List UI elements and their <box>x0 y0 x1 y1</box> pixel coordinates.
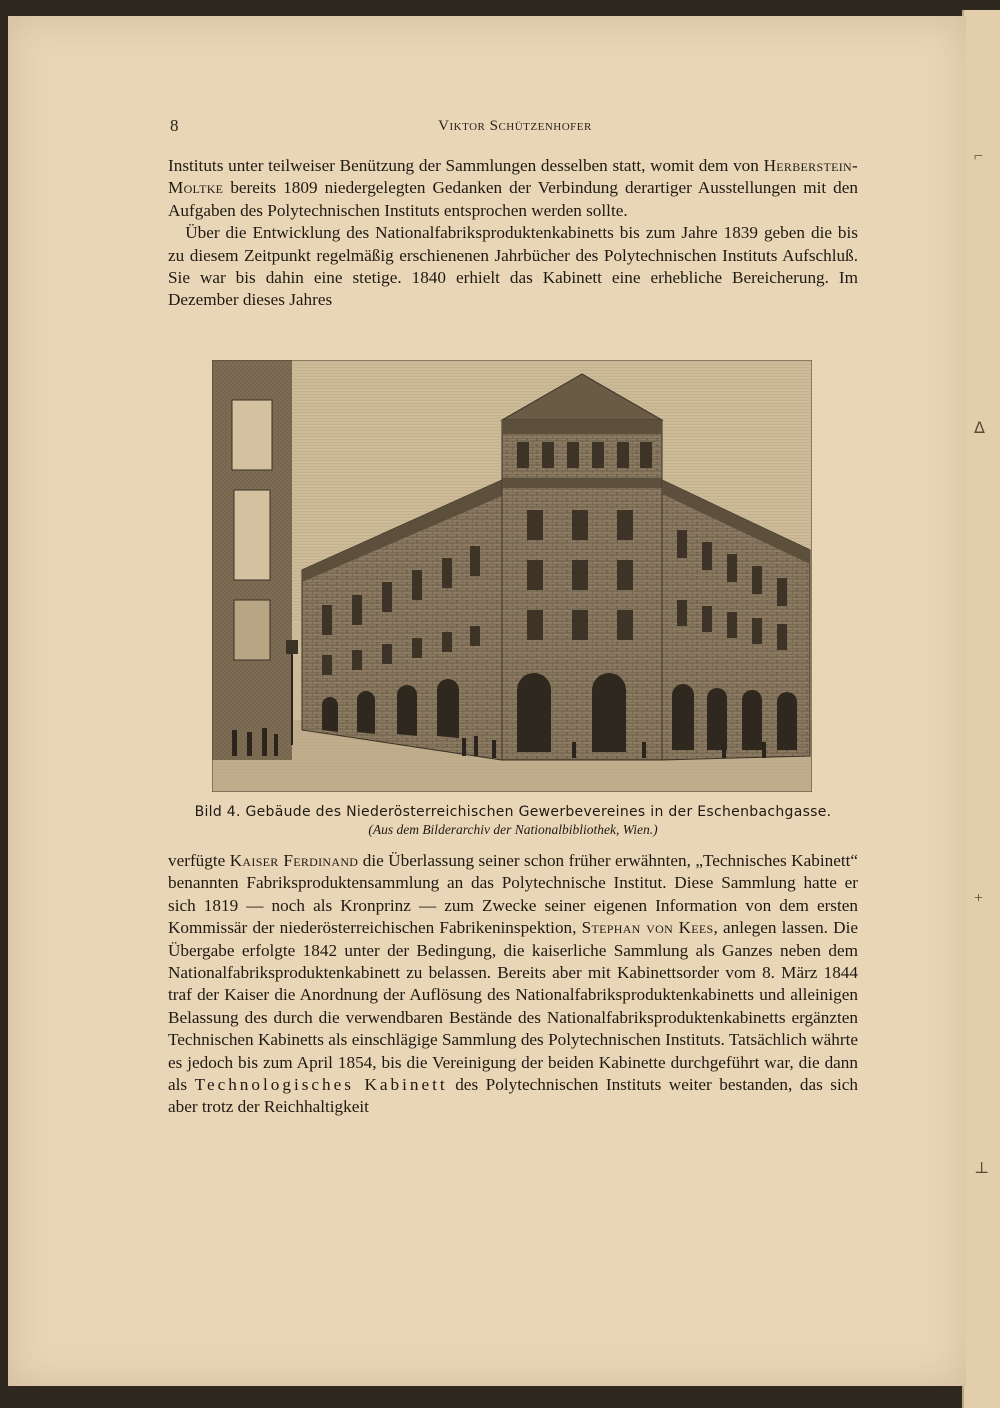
text-run: Über die Entwicklung des Nationalfabriksproduktenkabinetts bis zum Jahre 1839 geben die bis zu diesem Zeitpunkt regelmäßig erschienenen Jahrbücher des Polytechnischen Instituts Aufschluß. Sie war bis dahin eine stetige. 1840 erhielt das Kabinett eine erhebliche Bereicherung. Im Dezember dieses Jahres <box>168 223 858 310</box>
page-header <box>170 116 860 140</box>
paragraph <box>168 155 858 222</box>
text-run: die Überlassung seiner schon früher erwähnten, „Technisches Kabinett“ benannten Fabriksproduktensammlung an das Polytechnische Institut. Diese Sammlung hatte er sich 1819 — noch als Kronprinz — zum Zwecke seiner eigenen Information von dem ersten Kommissär der niederösterreichischen Fabrikeninspektion, <box>168 851 858 938</box>
edge-mark: + <box>974 890 984 907</box>
paragraph <box>168 850 858 1119</box>
engraving-building-image <box>212 360 812 792</box>
text-run: , anlegen lassen. Die Übergabe erfolgte 1842 unter der Bedingung, die kaiserliche Sammlung als Ganzes neben dem Nationalfabriksproduktenkabinett zu belassen. Bereits aber mit Kabinettsorder vom 8. März 1844 traf der Kaiser die Anordnung der Auflösung des Nationalfabriksproduktenkabinetts und alleinigen Belassung des durch die verwendbaren Bestände des Nationalfabriksproduktenkabinetts ergänzten Technischen Kabinetts als einschlägige Sammlung des Polytechnischen Instituts. Tatsächlich währte es jedoch bis zum April 1854, bis die Vereinigung der beiden Kabinette durchgeführt war, die dann als <box>168 918 859 1095</box>
name-small-caps: Stephan von Kees <box>581 918 714 938</box>
figure-caption <box>168 804 858 838</box>
text-run: bereits 1809 niedergelegten Gedanken der Verbindung derartiger Ausstellungen mit den Aufgaben des Polytechnischen Instituts entsprochen werden sollte. <box>168 178 858 220</box>
building-illustration <box>212 360 812 792</box>
text-run: verfügte <box>168 851 230 870</box>
adjacent-page-edge <box>962 10 1000 1408</box>
paragraph <box>168 222 858 312</box>
text-run: Instituts unter teilweiser Benützung der Sammlungen desselben statt, womit dem von <box>168 156 764 175</box>
edge-mark: ⊥ <box>974 1160 990 1177</box>
text-run: des Polytechnischen Instituts weiter bestanden, das sich aber trotz der Reichhaltigkeit <box>168 1075 858 1117</box>
edge-mark: ᐃ <box>974 420 985 437</box>
name-small-caps: Herberstein-Moltke <box>168 156 858 198</box>
edge-mark: ⌐ <box>974 148 984 165</box>
caption-title: Bild 4. Gebäude des Niederösterreichischen Gewerbevereines in der Eschenbachgasse. <box>194 804 832 820</box>
body-text-bottom <box>168 850 858 1119</box>
caption-source: (Aus dem Bilderarchiv der Nationalbibliothek, Wien.) <box>368 822 658 837</box>
body-text-top <box>168 155 858 312</box>
name-small-caps: Kaiser Ferdinand <box>229 851 359 870</box>
running-head: Viktor Schützenhofer <box>438 118 592 134</box>
spaced-term: Technologisches Kabinett <box>194 1075 448 1095</box>
page-number: 8 <box>170 116 179 135</box>
